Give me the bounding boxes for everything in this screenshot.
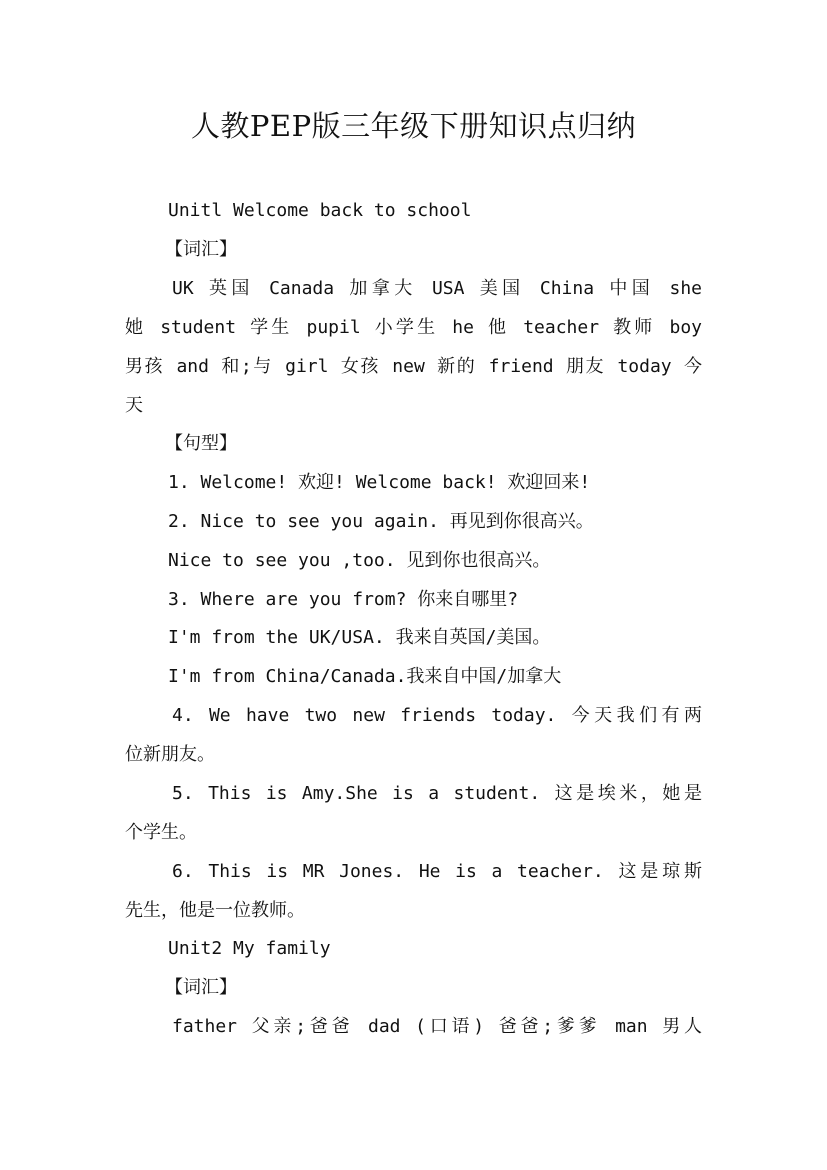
unit1-sentence-label: 【句型】 (165, 433, 237, 454)
unit1-vocab-label: 【词汇】 (165, 239, 237, 260)
unit1-vocab-line: 男孩 and 和;与 girl 女孩 new 新的 friend 朋友 today 今 (125, 356, 702, 377)
sentence-line: 6. This is MR Jones. He is a teacher. 这是琼斯 (172, 861, 702, 882)
sentence-line: I'm from China/Canada.我来自中国/加拿大 (168, 666, 562, 687)
unit2-vocab-line: father 父亲;爸爸 dad (口语) 爸爸;爹爹 man 男人 (172, 1016, 702, 1037)
sentence-line: Nice to see you ,too. 见到你也很高兴。 (168, 550, 551, 571)
sentence-line: 先生，他是一位教师。 (125, 900, 305, 921)
unit2-heading: Unit2 My family (168, 938, 331, 959)
sentence-line: 1. Welcome! 欢迎! Welcome back! 欢迎回来! (168, 472, 591, 493)
sentence-line: 4. We have two new friends today. 今天我们有两 (172, 705, 702, 726)
sentence-line: 位新朋友。 (125, 744, 215, 765)
unit1-heading: Unitl Welcome back to school (168, 200, 472, 221)
sentence-line: 个学生。 (125, 822, 197, 843)
unit1-vocab-line: UK 英国 Canada 加拿大 USA 美国 China 中国 she (172, 278, 702, 299)
page-title: 人教PEP版三年级下册知识点归纳 (190, 109, 637, 143)
sentence-line: 3. Where are you from? 你来自哪里? (168, 589, 519, 610)
unit1-vocab-line: 她 student 学生 pupil 小学生 he 他 teacher 教师 boy (125, 317, 702, 338)
unit1-vocab-line: 天 (125, 395, 143, 416)
sentence-line: 5. This is Amy.She is a student. 这是埃米，她是 (172, 783, 702, 804)
unit2-vocab-label: 【词汇】 (165, 977, 237, 998)
sentence-line: I'm from the UK/USA. 我来自英国/美国。 (168, 627, 551, 648)
sentence-line: 2. Nice to see you again. 再见到你很高兴。 (168, 511, 594, 532)
